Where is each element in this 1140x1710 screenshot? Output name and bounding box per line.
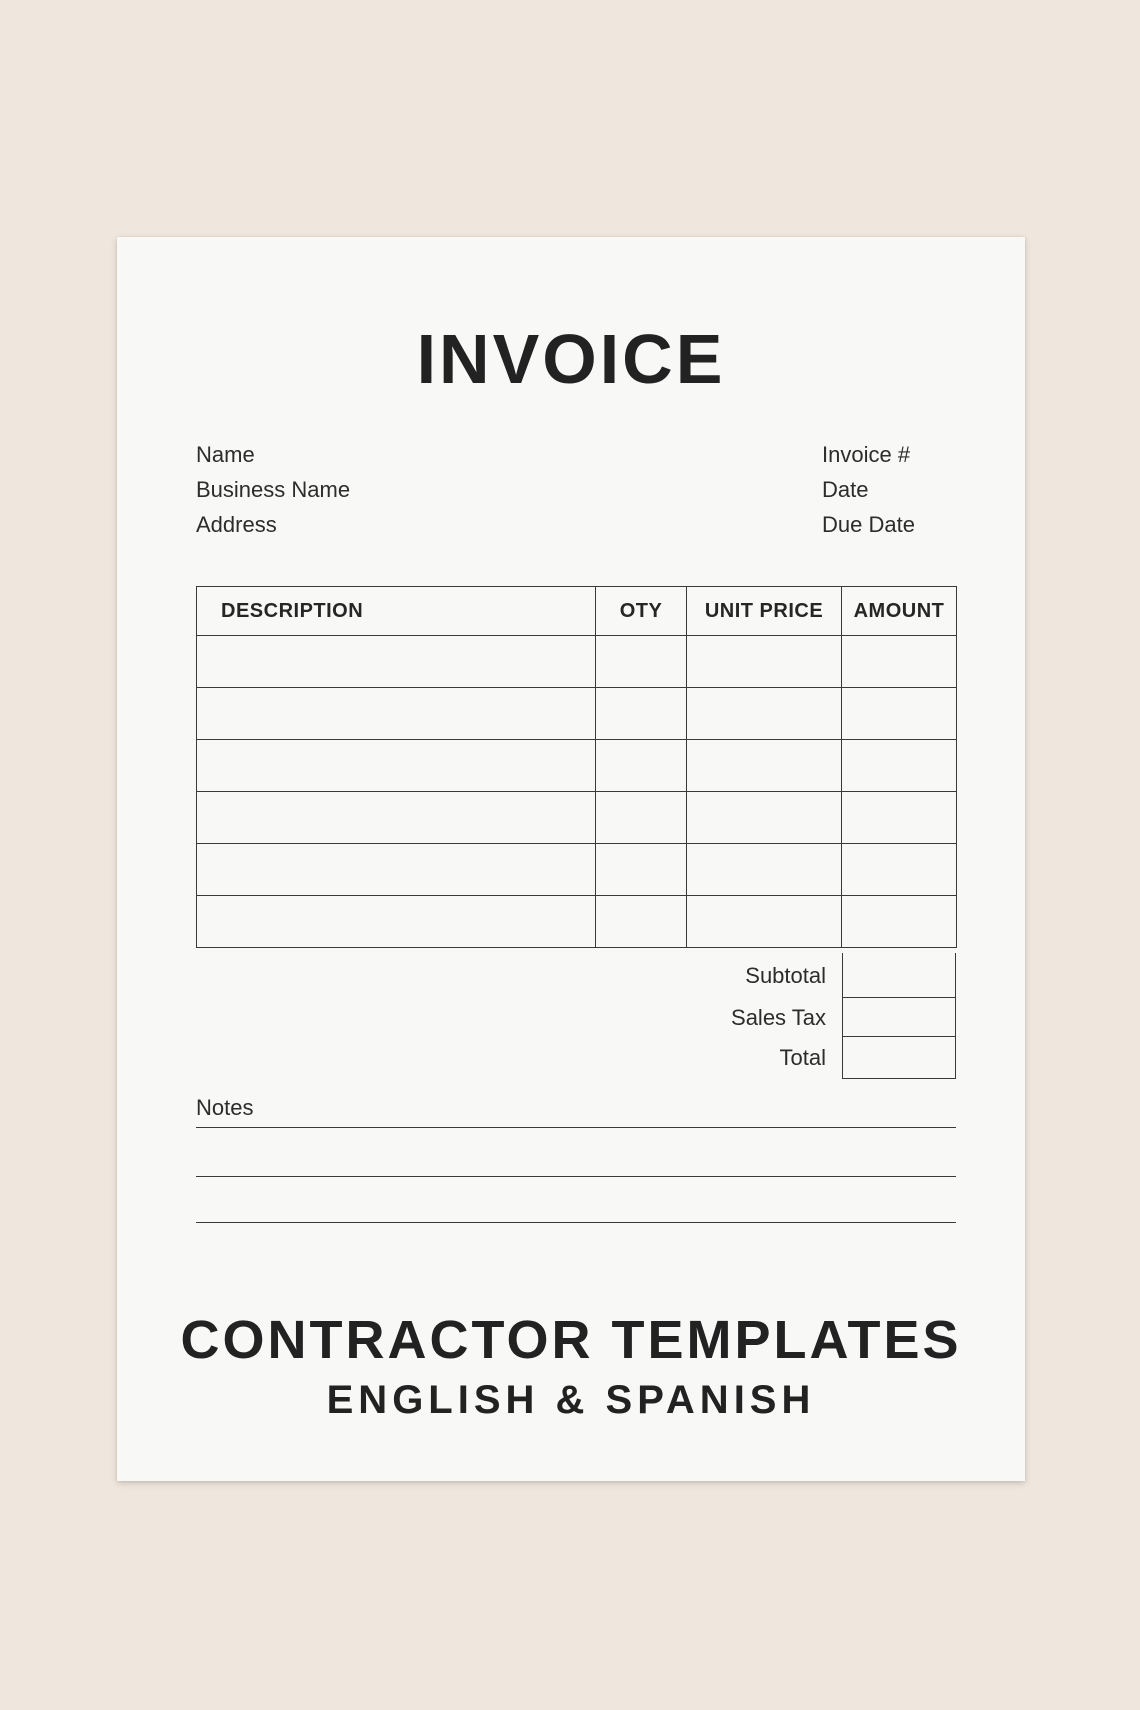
table-row: [197, 740, 957, 792]
description-cell: [197, 844, 596, 896]
due-date-field-label: Due Date: [822, 512, 915, 537]
from-fields: [196, 437, 350, 542]
footer-subtitle: ENGLISH & SPANISH: [326, 1378, 816, 1422]
description-column-header: DESCRIPTION: [197, 587, 596, 636]
table-row: [197, 636, 957, 688]
qty-cell: [596, 636, 687, 688]
description-cell: [197, 636, 596, 688]
unit-price-cell: [687, 740, 842, 792]
notes-line: [196, 1127, 956, 1128]
unit-price-cell: [687, 636, 842, 688]
description-cell: [197, 740, 596, 792]
total-row: [671, 1037, 956, 1079]
notes-line: [196, 1176, 956, 1177]
notes-line: [196, 1222, 956, 1223]
unit-price-cell: [687, 896, 842, 948]
qty-cell: [596, 792, 687, 844]
amount-cell: [842, 636, 957, 688]
sales-tax-box: [842, 998, 956, 1037]
unit-price-column-header: UNIT PRICE: [687, 587, 842, 636]
meta-fields: [822, 437, 915, 542]
sales-tax-label: Sales Tax: [731, 1004, 826, 1030]
amount-cell: [842, 844, 957, 896]
date-field-label: Date: [822, 477, 869, 502]
amount-column-header: AMOUNT: [842, 587, 957, 636]
amount-cell: [842, 740, 957, 792]
unit-price-cell: [687, 688, 842, 740]
subtotal-label: Subtotal: [745, 962, 826, 988]
name-field-label: Name: [196, 442, 255, 467]
sales-tax-row: [671, 998, 956, 1037]
description-cell: [197, 688, 596, 740]
table-row: [197, 688, 957, 740]
footer-title: CONTRACTOR TEMPLATES: [180, 1310, 962, 1370]
line-items-table: [196, 586, 957, 948]
amount-cell: [842, 896, 957, 948]
qty-cell: [596, 844, 687, 896]
unit-price-cell: [687, 844, 842, 896]
subtotal-row: [671, 953, 956, 998]
qty-cell: [596, 688, 687, 740]
total-label: Total: [779, 1045, 826, 1070]
invoice-number-field-label: Invoice #: [822, 442, 911, 467]
table-row: [197, 792, 957, 844]
subtotal-box: [842, 953, 956, 998]
table-header-row: [197, 587, 957, 636]
qty-cell: [596, 896, 687, 948]
address-field-label: Address: [196, 512, 277, 537]
table-row: [197, 896, 957, 948]
amount-cell: [842, 792, 957, 844]
business-name-field-label: Business Name: [196, 477, 351, 502]
description-cell: [197, 896, 596, 948]
invoice-title: INVOICE: [416, 320, 726, 398]
qty-cell: [596, 740, 687, 792]
description-cell: [197, 792, 596, 844]
notes-label: Notes: [196, 1095, 254, 1120]
qty-column-header: OTY: [596, 587, 687, 636]
table-row: [197, 844, 957, 896]
totals-section: [671, 953, 956, 1079]
total-box: [842, 1037, 956, 1079]
unit-price-cell: [687, 792, 842, 844]
amount-cell: [842, 688, 957, 740]
invoice-sheet: [117, 237, 1025, 1481]
